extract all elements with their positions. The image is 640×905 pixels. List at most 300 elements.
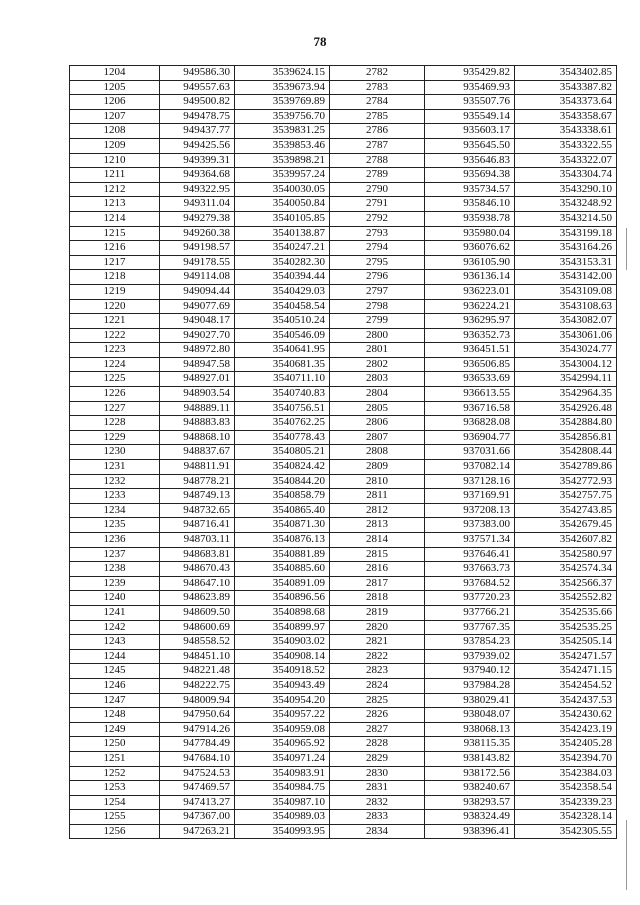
cell-point-id-right: 2782 — [330, 66, 425, 81]
table-row — [70, 810, 617, 825]
table-row — [70, 751, 617, 766]
cell-x-left: 949178.55 — [160, 255, 235, 270]
cell-point-id-right: 2804 — [330, 387, 425, 402]
cell-x-left: 949478.75 — [160, 109, 235, 124]
table-row — [70, 255, 617, 270]
cell-x-left: 949198.57 — [160, 241, 235, 256]
cell-y-right: 3542926.48 — [515, 401, 617, 416]
cell-point-id-right: 2796 — [330, 270, 425, 285]
cell-x-right: 936105.90 — [425, 255, 515, 270]
cell-point-id-left: 1205 — [70, 80, 160, 95]
cell-point-id-left: 1242 — [70, 620, 160, 635]
cell-point-id-right: 2814 — [330, 533, 425, 548]
cell-y-left: 3540546.09 — [235, 328, 330, 343]
cell-y-right: 3542535.66 — [515, 605, 617, 620]
cell-point-id-left: 1234 — [70, 503, 160, 518]
cell-point-id-right: 2812 — [330, 503, 425, 518]
cell-point-id-right: 2786 — [330, 124, 425, 139]
cell-y-left: 3539853.46 — [235, 138, 330, 153]
cell-point-id-left: 1254 — [70, 795, 160, 810]
cell-point-id-right: 2806 — [330, 416, 425, 431]
cell-point-id-right: 2792 — [330, 211, 425, 226]
cell-point-id-right: 2820 — [330, 620, 425, 635]
cell-point-id-right: 2811 — [330, 489, 425, 504]
cell-point-id-right: 2789 — [330, 168, 425, 183]
table-row — [70, 168, 617, 183]
cell-y-left: 3540681.35 — [235, 357, 330, 372]
cell-x-left: 948558.52 — [160, 635, 235, 650]
cell-y-left: 3540881.89 — [235, 547, 330, 562]
cell-x-left: 948927.01 — [160, 372, 235, 387]
cell-x-left: 949260.38 — [160, 226, 235, 241]
table-row — [70, 693, 617, 708]
cell-point-id-right: 2816 — [330, 562, 425, 577]
cell-point-id-left: 1218 — [70, 270, 160, 285]
cell-point-id-left: 1213 — [70, 197, 160, 212]
table-row — [70, 66, 617, 81]
table-row — [70, 605, 617, 620]
cell-y-left: 3539898.21 — [235, 153, 330, 168]
cell-x-left: 948837.67 — [160, 445, 235, 460]
cell-point-id-left: 1248 — [70, 708, 160, 723]
cell-point-id-left: 1217 — [70, 255, 160, 270]
cell-point-id-left: 1232 — [70, 474, 160, 489]
cell-y-left: 3539756.70 — [235, 109, 330, 124]
cell-point-id-left: 1228 — [70, 416, 160, 431]
page-number: 78 — [313, 34, 327, 49]
cell-x-right: 937984.28 — [425, 678, 515, 693]
table-row — [70, 678, 617, 693]
cell-x-left: 949437.77 — [160, 124, 235, 139]
cell-point-id-right: 2818 — [330, 591, 425, 606]
cell-y-right: 3542339.23 — [515, 795, 617, 810]
cell-point-id-left: 1231 — [70, 460, 160, 475]
table-row — [70, 182, 617, 197]
table-row — [70, 270, 617, 285]
cell-y-left: 3540965.92 — [235, 737, 330, 752]
cell-point-id-left: 1253 — [70, 781, 160, 796]
cell-y-left: 3540903.02 — [235, 635, 330, 650]
cell-x-right: 938172.56 — [425, 766, 515, 781]
cell-x-right: 937854.23 — [425, 635, 515, 650]
cell-x-left: 949425.56 — [160, 138, 235, 153]
cell-point-id-right: 2797 — [330, 284, 425, 299]
cell-point-id-right: 2823 — [330, 664, 425, 679]
cell-point-id-right: 2825 — [330, 693, 425, 708]
cell-point-id-left: 1212 — [70, 182, 160, 197]
cell-x-left: 947524.53 — [160, 766, 235, 781]
cell-x-right: 938029.41 — [425, 693, 515, 708]
cell-y-right: 3542305.55 — [515, 824, 617, 839]
cell-point-id-left: 1252 — [70, 766, 160, 781]
table-row — [70, 591, 617, 606]
table-row — [70, 138, 617, 153]
cell-y-right: 3542566.37 — [515, 576, 617, 591]
cell-x-right: 935734.57 — [425, 182, 515, 197]
cell-y-left: 3540641.95 — [235, 343, 330, 358]
cell-y-left: 3540510.24 — [235, 314, 330, 329]
table-row — [70, 664, 617, 679]
cell-point-id-left: 1227 — [70, 401, 160, 416]
cell-x-left: 948716.41 — [160, 518, 235, 533]
cell-y-right: 3543199.18 — [515, 226, 617, 241]
cell-x-left: 949114.08 — [160, 270, 235, 285]
table-row — [70, 80, 617, 95]
cell-point-id-right: 2813 — [330, 518, 425, 533]
cell-x-right: 935603.17 — [425, 124, 515, 139]
table-row — [70, 314, 617, 329]
cell-point-id-left: 1255 — [70, 810, 160, 825]
cell-point-id-left: 1233 — [70, 489, 160, 504]
table-row — [70, 109, 617, 124]
cell-point-id-left: 1250 — [70, 737, 160, 752]
cell-y-left: 3540918.52 — [235, 664, 330, 679]
cell-y-right: 3543338.61 — [515, 124, 617, 139]
cell-x-right: 935507.76 — [425, 95, 515, 110]
cell-x-left: 949279.38 — [160, 211, 235, 226]
cell-y-right: 3543024.77 — [515, 343, 617, 358]
cell-y-right: 3542328.14 — [515, 810, 617, 825]
cell-point-id-right: 2808 — [330, 445, 425, 460]
cell-point-id-right: 2826 — [330, 708, 425, 723]
cell-y-right: 3543304.74 — [515, 168, 617, 183]
cell-y-right: 3542884.80 — [515, 416, 617, 431]
cell-y-left: 3540865.40 — [235, 503, 330, 518]
table-row — [70, 547, 617, 562]
cell-y-left: 3540105.85 — [235, 211, 330, 226]
margin-mark — [626, 820, 627, 890]
cell-y-left: 3540885.60 — [235, 562, 330, 577]
cell-x-left: 948811.91 — [160, 460, 235, 475]
cell-point-id-right: 2802 — [330, 357, 425, 372]
cell-y-left: 3539957.24 — [235, 168, 330, 183]
table-row — [70, 533, 617, 548]
cell-y-left: 3540993.95 — [235, 824, 330, 839]
table-row — [70, 124, 617, 139]
cell-y-right: 3542994.11 — [515, 372, 617, 387]
cell-point-id-left: 1209 — [70, 138, 160, 153]
cell-point-id-left: 1240 — [70, 591, 160, 606]
cell-point-id-left: 1230 — [70, 445, 160, 460]
coordinates-table — [69, 65, 617, 839]
cell-point-id-left: 1239 — [70, 576, 160, 591]
cell-y-right: 3543061.06 — [515, 328, 617, 343]
cell-point-id-right: 2805 — [330, 401, 425, 416]
cell-x-right: 936506.85 — [425, 357, 515, 372]
cell-y-right: 3543373.64 — [515, 95, 617, 110]
cell-y-right: 3543109.08 — [515, 284, 617, 299]
cell-point-id-left: 1238 — [70, 562, 160, 577]
table-row — [70, 781, 617, 796]
cell-x-left: 947413.27 — [160, 795, 235, 810]
table-row — [70, 824, 617, 839]
cell-point-id-right: 2815 — [330, 547, 425, 562]
cell-x-left: 948600.69 — [160, 620, 235, 635]
cell-x-right: 935980.04 — [425, 226, 515, 241]
cell-point-id-right: 2798 — [330, 299, 425, 314]
cell-point-id-left: 1219 — [70, 284, 160, 299]
cell-point-id-right: 2787 — [330, 138, 425, 153]
table-row — [70, 445, 617, 460]
cell-point-id-right: 2800 — [330, 328, 425, 343]
cell-y-left: 3540891.09 — [235, 576, 330, 591]
cell-point-id-right: 2799 — [330, 314, 425, 329]
cell-y-left: 3540844.20 — [235, 474, 330, 489]
cell-y-right: 3543164.26 — [515, 241, 617, 256]
cell-y-left: 3540954.20 — [235, 693, 330, 708]
cell-point-id-right: 2791 — [330, 197, 425, 212]
cell-x-right: 937031.66 — [425, 445, 515, 460]
table-row — [70, 357, 617, 372]
table-row — [70, 635, 617, 650]
cell-x-left: 949027.70 — [160, 328, 235, 343]
cell-x-right: 937766.21 — [425, 605, 515, 620]
cell-y-right: 3542471.57 — [515, 649, 617, 664]
cell-point-id-left: 1256 — [70, 824, 160, 839]
cell-point-id-left: 1226 — [70, 387, 160, 402]
cell-point-id-right: 2801 — [330, 343, 425, 358]
cell-x-left: 947784.49 — [160, 737, 235, 752]
cell-y-right: 3542471.15 — [515, 664, 617, 679]
cell-point-id-left: 1216 — [70, 241, 160, 256]
table-row — [70, 562, 617, 577]
cell-point-id-right: 2834 — [330, 824, 425, 839]
cell-y-left: 3540824.42 — [235, 460, 330, 475]
cell-y-right: 3542789.86 — [515, 460, 617, 475]
cell-point-id-left: 1204 — [70, 66, 160, 81]
table-row — [70, 211, 617, 226]
table-row — [70, 649, 617, 664]
cell-y-right: 3542437.53 — [515, 693, 617, 708]
cell-x-left: 948221.48 — [160, 664, 235, 679]
cell-point-id-left: 1245 — [70, 664, 160, 679]
cell-x-left: 949586.30 — [160, 66, 235, 81]
cell-y-left: 3540971.24 — [235, 751, 330, 766]
cell-x-left: 948683.81 — [160, 547, 235, 562]
cell-y-right: 3543214.50 — [515, 211, 617, 226]
cell-x-right: 937383.00 — [425, 518, 515, 533]
cell-y-left: 3540943.49 — [235, 678, 330, 693]
cell-y-left: 3540756.51 — [235, 401, 330, 416]
cell-x-right: 938115.35 — [425, 737, 515, 752]
cell-x-right: 936352.73 — [425, 328, 515, 343]
cell-point-id-left: 1210 — [70, 153, 160, 168]
cell-y-right: 3543402.85 — [515, 66, 617, 81]
cell-y-left: 3540762.25 — [235, 416, 330, 431]
cell-y-right: 3542405.28 — [515, 737, 617, 752]
cell-y-right: 3542552.82 — [515, 591, 617, 606]
table-row — [70, 489, 617, 504]
cell-point-id-right: 2832 — [330, 795, 425, 810]
cell-y-left: 3540030.05 — [235, 182, 330, 197]
cell-x-right: 935694.38 — [425, 168, 515, 183]
cell-point-id-left: 1251 — [70, 751, 160, 766]
cell-y-left: 3540138.87 — [235, 226, 330, 241]
table-row — [70, 372, 617, 387]
cell-point-id-left: 1237 — [70, 547, 160, 562]
cell-x-left: 948647.10 — [160, 576, 235, 591]
cell-point-id-left: 1247 — [70, 693, 160, 708]
cell-y-right: 3543387.82 — [515, 80, 617, 95]
cell-x-right: 936904.77 — [425, 430, 515, 445]
cell-x-right: 938396.41 — [425, 824, 515, 839]
cell-point-id-right: 2785 — [330, 109, 425, 124]
cell-x-left: 947950.64 — [160, 708, 235, 723]
cell-x-left: 948623.89 — [160, 591, 235, 606]
cell-point-id-right: 2810 — [330, 474, 425, 489]
cell-y-left: 3540984.75 — [235, 781, 330, 796]
cell-y-right: 3543153.31 — [515, 255, 617, 270]
cell-x-right: 935846.10 — [425, 197, 515, 212]
cell-y-right: 3543082.07 — [515, 314, 617, 329]
cell-point-id-left: 1229 — [70, 430, 160, 445]
cell-point-id-left: 1249 — [70, 722, 160, 737]
cell-x-left: 949077.69 — [160, 299, 235, 314]
cell-x-left: 949557.63 — [160, 80, 235, 95]
cell-point-id-left: 1221 — [70, 314, 160, 329]
cell-y-right: 3542964.35 — [515, 387, 617, 402]
cell-point-id-right: 2830 — [330, 766, 425, 781]
cell-point-id-right: 2819 — [330, 605, 425, 620]
cell-y-left: 3540050.84 — [235, 197, 330, 212]
table-row — [70, 460, 617, 475]
cell-x-right: 935469.93 — [425, 80, 515, 95]
cell-x-left: 949500.82 — [160, 95, 235, 110]
cell-point-id-left: 1208 — [70, 124, 160, 139]
cell-y-right: 3542580.97 — [515, 547, 617, 562]
cell-x-right: 937767.35 — [425, 620, 515, 635]
cell-y-right: 3542535.25 — [515, 620, 617, 635]
cell-x-right: 938324.49 — [425, 810, 515, 825]
cell-point-id-left: 1243 — [70, 635, 160, 650]
cell-y-right: 3543322.07 — [515, 153, 617, 168]
cell-x-left: 948451.10 — [160, 649, 235, 664]
cell-y-left: 3540987.10 — [235, 795, 330, 810]
table-row — [70, 518, 617, 533]
cell-x-right: 936076.62 — [425, 241, 515, 256]
cell-point-id-left: 1225 — [70, 372, 160, 387]
cell-x-right: 935938.78 — [425, 211, 515, 226]
table-row — [70, 197, 617, 212]
cell-point-id-right: 2829 — [330, 751, 425, 766]
cell-point-id-right: 2824 — [330, 678, 425, 693]
table-row — [70, 299, 617, 314]
cell-y-left: 3539673.94 — [235, 80, 330, 95]
cell-x-right: 937646.41 — [425, 547, 515, 562]
cell-x-right: 938048.07 — [425, 708, 515, 723]
cell-point-id-right: 2821 — [330, 635, 425, 650]
table-row — [70, 737, 617, 752]
cell-y-right: 3542679.45 — [515, 518, 617, 533]
cell-y-left: 3539769.89 — [235, 95, 330, 110]
cell-y-left: 3540989.03 — [235, 810, 330, 825]
cell-y-left: 3540282.30 — [235, 255, 330, 270]
cell-point-id-right: 2809 — [330, 460, 425, 475]
table-row — [70, 284, 617, 299]
cell-x-right: 937571.34 — [425, 533, 515, 548]
cell-point-id-right: 2790 — [330, 182, 425, 197]
cell-y-left: 3540458.54 — [235, 299, 330, 314]
cell-y-left: 3540896.56 — [235, 591, 330, 606]
table-row — [70, 95, 617, 110]
cell-x-left: 947914.26 — [160, 722, 235, 737]
cell-y-right: 3543142.00 — [515, 270, 617, 285]
cell-y-left: 3539831.25 — [235, 124, 330, 139]
cell-x-right: 936224.21 — [425, 299, 515, 314]
cell-x-left: 949311.04 — [160, 197, 235, 212]
cell-x-left: 948222.75 — [160, 678, 235, 693]
cell-y-right: 3542505.14 — [515, 635, 617, 650]
table-row — [70, 474, 617, 489]
cell-x-left: 949048.17 — [160, 314, 235, 329]
cell-point-id-right: 2807 — [330, 430, 425, 445]
cell-x-left: 948868.10 — [160, 430, 235, 445]
cell-x-right: 935646.83 — [425, 153, 515, 168]
cell-point-id-left: 1246 — [70, 678, 160, 693]
cell-x-right: 937939.02 — [425, 649, 515, 664]
table-row — [70, 430, 617, 445]
table-row — [70, 503, 617, 518]
cell-x-left: 948732.65 — [160, 503, 235, 518]
cell-point-id-right: 2822 — [330, 649, 425, 664]
cell-y-left: 3539624.15 — [235, 66, 330, 81]
cell-x-left: 949399.31 — [160, 153, 235, 168]
cell-y-left: 3540858.79 — [235, 489, 330, 504]
cell-point-id-left: 1211 — [70, 168, 160, 183]
cell-point-id-left: 1223 — [70, 343, 160, 358]
cell-point-id-left: 1241 — [70, 605, 160, 620]
cell-x-right: 936613.55 — [425, 387, 515, 402]
cell-point-id-right: 2833 — [330, 810, 425, 825]
cell-point-id-left: 1222 — [70, 328, 160, 343]
cell-x-right: 935549.14 — [425, 109, 515, 124]
cell-y-right: 3542757.75 — [515, 489, 617, 504]
cell-y-right: 3542423.19 — [515, 722, 617, 737]
cell-y-left: 3540871.30 — [235, 518, 330, 533]
cell-point-id-right: 2783 — [330, 80, 425, 95]
cell-y-left: 3540983.91 — [235, 766, 330, 781]
cell-y-right: 3542384.03 — [515, 766, 617, 781]
cell-y-left: 3540247.21 — [235, 241, 330, 256]
cell-point-id-right: 2794 — [330, 241, 425, 256]
cell-y-left: 3540898.68 — [235, 605, 330, 620]
cell-x-right: 937169.91 — [425, 489, 515, 504]
cell-point-id-right: 2795 — [330, 255, 425, 270]
cell-x-left: 948883.83 — [160, 416, 235, 431]
cell-y-right: 3542808.44 — [515, 445, 617, 460]
cell-y-right: 3542574.34 — [515, 562, 617, 577]
cell-x-left: 948889.11 — [160, 401, 235, 416]
cell-x-right: 938143.82 — [425, 751, 515, 766]
cell-x-left: 947263.21 — [160, 824, 235, 839]
cell-point-id-left: 1214 — [70, 211, 160, 226]
cell-x-left: 947367.00 — [160, 810, 235, 825]
cell-x-left: 948670.43 — [160, 562, 235, 577]
cell-x-left: 948009.94 — [160, 693, 235, 708]
cell-point-id-left: 1235 — [70, 518, 160, 533]
cell-y-right: 3543108.63 — [515, 299, 617, 314]
cell-x-right: 936828.08 — [425, 416, 515, 431]
cell-x-right: 936136.14 — [425, 270, 515, 285]
cell-y-left: 3540957.22 — [235, 708, 330, 723]
cell-point-id-right: 2831 — [330, 781, 425, 796]
cell-point-id-right: 2793 — [330, 226, 425, 241]
cell-y-right: 3542607.82 — [515, 533, 617, 548]
cell-point-id-right: 2784 — [330, 95, 425, 110]
cell-x-right: 938240.67 — [425, 781, 515, 796]
cell-point-id-left: 1206 — [70, 95, 160, 110]
table-row — [70, 226, 617, 241]
